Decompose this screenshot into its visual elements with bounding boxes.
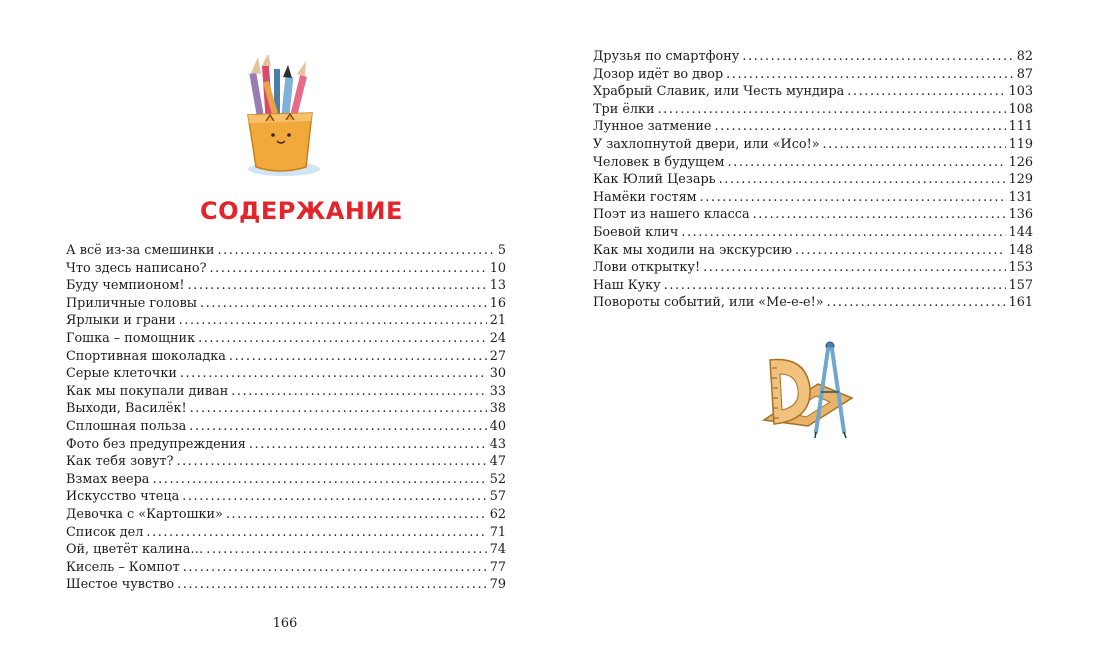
toc-entry-title: Лови открытку! [593,260,701,276]
toc-leader [217,242,494,260]
toc-entry-title: Фото без предупреждения [66,436,246,452]
toc-entry-title: Храбрый Славик, или Честь мундира [593,84,845,100]
toc-entry-title: Список дел [66,524,144,540]
ruler-compass-icon [760,340,860,440]
toc-leader [249,436,487,454]
toc-entry-page: 27 [489,348,506,364]
toc-entry-page: 16 [489,295,506,311]
toc-entry-page: 33 [489,383,506,399]
toc-entry-title: Искусство чтеца [66,489,180,505]
toc-entry-title: Девочка с «Картошки» [66,506,223,522]
toc-leader [152,471,486,489]
toc-entry[interactable] [66,418,506,436]
toc-entry-page: 62 [489,506,506,522]
toc-entry[interactable] [66,295,506,313]
toc-entry-page: 13 [489,278,506,294]
toc-entry-page: 126 [1008,154,1033,170]
toc-entry-page: 161 [1008,295,1033,311]
toc-entry[interactable] [593,294,1033,312]
toc-entry-page: 82 [1016,49,1033,64]
toc-entry-title: Сплошная польза [66,418,187,434]
toc-entry-title: Дозор идёт во двор [593,66,724,82]
toc-entry[interactable] [66,400,506,418]
toc-leader [231,383,486,401]
toc-entry-title: Как мы покупали диван [66,383,229,399]
toc-entry-page: 10 [489,260,506,276]
toc-entry[interactable] [66,488,506,506]
toc-entry-page: 74 [489,542,506,558]
toc-entry[interactable] [593,224,1033,242]
toc-entry-title: Три ёлки [593,101,655,117]
toc-entry-page: 136 [1008,207,1033,223]
toc-entry[interactable] [593,189,1033,207]
toc-entry[interactable] [593,277,1033,295]
toc-entry-page: 79 [489,577,506,593]
toc-entry-title: Гошка – помощник [66,330,196,346]
toc-entry-page: 24 [489,330,506,346]
toc-leader [664,277,1006,295]
toc-entry-title: Что здесь написано? [66,260,207,276]
toc-leader [823,136,1006,154]
toc-entry[interactable] [66,453,506,471]
toc-entry-title: Повороты событий, или «Ме-е-е!» [593,295,824,311]
toc-entry-title: Приличные головы [66,295,197,311]
toc-leader [206,541,486,559]
toc-entry-title: Буду чемпионом! [66,278,185,294]
toc-leader [190,400,487,418]
toc-entry-page: 30 [489,366,506,382]
toc-entry[interactable] [66,312,506,330]
toc-entry-title: Взмах веера [66,471,150,487]
toc-entry[interactable] [66,576,506,594]
toc-entry[interactable] [593,66,1033,84]
toc-leader [188,277,487,295]
toc-leader [827,294,1006,312]
toc-entry[interactable] [593,136,1033,154]
toc-entry[interactable] [593,154,1033,172]
toc-entry-page: 5 [497,243,506,258]
toc-entry-title: Шестое чувство [66,577,175,593]
toc-leader [795,242,1006,260]
toc-leader [719,171,1006,189]
toc-entry-title: Лунное затмение [593,119,712,135]
toc-entry[interactable] [66,383,506,401]
toc-entry-title: Боевой клич [593,224,679,240]
toc-entry-title: Ой, цветёт калина… [66,542,204,558]
toc-leader [226,506,487,524]
toc-entry-page: 108 [1008,101,1033,117]
toc-leader [200,295,487,313]
toc-entry[interactable] [593,259,1033,277]
toc-leader [210,260,487,278]
toc-entry-title: Человек в будущем [593,154,725,170]
toc-entry[interactable] [593,242,1033,260]
toc-entry-page: 21 [489,313,506,329]
toc-entry-title: Кисель – Компот [66,559,180,575]
toc-entry-page: 47 [489,454,506,470]
toc-entry-title: Как мы ходили на экскурсию [593,242,792,258]
toc-entry[interactable] [593,83,1033,101]
toc-entry[interactable] [66,559,506,577]
toc-entry-title: Наш Куку [593,277,661,293]
toc-entry[interactable] [66,436,506,454]
toc-leader [146,524,486,542]
toc-entry[interactable] [66,471,506,489]
pencil-cup-icon [240,55,325,180]
toc-leader [179,312,487,330]
toc-entry-page: 148 [1008,242,1033,258]
toc-leader [198,330,487,348]
toc-entry[interactable] [66,506,506,524]
toc-entry-page: 57 [489,489,506,505]
toc-leader [703,259,1005,277]
toc-entry[interactable] [66,524,506,542]
toc-entry[interactable] [66,330,506,348]
toc-entry-page: 129 [1008,172,1033,188]
toc-entry-page: 153 [1008,260,1033,276]
toc-leader [182,488,486,506]
toc-entry-title: Как Юлий Цезарь [593,172,716,188]
toc-entry-page: 131 [1008,189,1033,205]
toc-entry[interactable] [593,171,1033,189]
toc-entry[interactable] [66,260,506,278]
toc-leader [726,66,1014,84]
toc-leader [681,224,1005,242]
right-page [550,0,1100,663]
toc-leader [727,154,1005,172]
toc-entry-title: Поэт из нашего класса [593,207,750,223]
toc-entry[interactable] [66,277,506,295]
toc-entry-page: 38 [489,401,506,417]
toc-entry[interactable] [66,541,506,559]
toc-entry-page: 157 [1008,277,1033,293]
toc-entry-page: 52 [489,471,506,487]
toc-leader [180,365,487,383]
toc-entry-page: 103 [1008,84,1033,100]
toc-entry[interactable] [66,365,506,383]
toc-entry-page: 40 [489,418,506,434]
toc-entry-title: Намёки гостям [593,189,697,205]
contents-title: СОДЕРЖАНИЕ [200,197,403,225]
toc-leader [189,418,486,436]
toc-entry-title: Спортивная шоколадка [66,348,226,364]
toc-entry-title: Друзья по смартфону [593,49,740,64]
toc-entry[interactable] [66,242,506,260]
toc-leader [658,101,1006,119]
toc-entry-title: Серые клеточки [66,366,177,382]
toc-entry[interactable] [593,206,1033,224]
toc-leader [177,576,487,594]
toc-entry-page: 43 [489,436,506,452]
toc-entry[interactable] [593,101,1033,119]
toc-leader [183,559,487,577]
toc-leader [742,48,1013,66]
toc-entry-title: Ярлыки и грани [66,313,176,329]
page-number: 166 [272,616,298,631]
toc-entry[interactable] [593,48,1033,66]
toc-entry-page: 71 [489,524,506,540]
toc-leader [753,206,1006,224]
toc-entry-title: Как тебя зовут? [66,454,174,470]
toc-entry-page: 111 [1008,119,1033,135]
toc-leader [714,118,1005,136]
toc-entry-title: А всё из-за смешинки [66,243,215,258]
toc-entry[interactable] [66,348,506,366]
toc-entry-page: 87 [1016,66,1033,82]
toc-list-left [66,242,506,594]
toc-entry-title: У захлопнутой двери, или «Исо!» [593,136,820,152]
toc-leader [176,453,486,471]
toc-leader [229,348,487,366]
toc-entry-page: 77 [489,559,506,575]
toc-entry-page: 119 [1008,136,1033,152]
toc-entry[interactable] [593,118,1033,136]
toc-list-right [593,48,1033,312]
toc-entry-page: 144 [1008,224,1033,240]
toc-entry-title: Выходи, Василёк! [66,401,187,417]
toc-leader [700,189,1006,207]
toc-leader [847,83,1005,101]
